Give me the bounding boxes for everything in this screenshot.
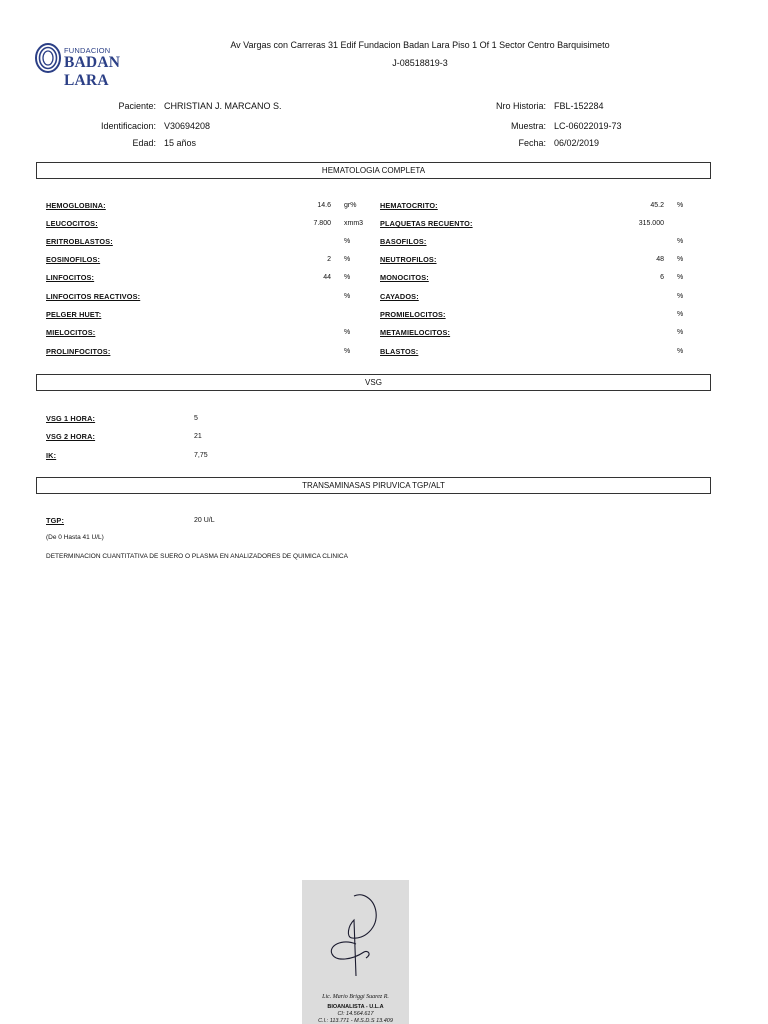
result-label: LINFOCITOS: <box>46 273 95 282</box>
result-unit: gr% <box>344 202 357 209</box>
result-unit: % <box>677 256 684 263</box>
result-unit: % <box>677 238 684 245</box>
tgp-reference: (De 0 Hasta 41 U/L) <box>46 534 104 541</box>
vsg-label: VSG 2 HORA: <box>46 432 96 441</box>
vsg-value: 5 <box>194 415 198 422</box>
result-value: 48 <box>656 256 664 263</box>
result-label: HEMOGLOBINA: <box>46 201 106 210</box>
address: Av Vargas con Carreras 31 Edif Fundacion Badan Lara Piso 1 Of 1 Sector Centro Barquisimeto <box>230 40 610 50</box>
result-label: METAMIELOCITOS: <box>380 328 451 337</box>
result-label: EOSINOFILOS: <box>46 255 101 264</box>
result-label: MONOCITOS: <box>380 273 429 282</box>
result-unit: % <box>677 274 684 281</box>
result-value: 45.2 <box>650 202 664 209</box>
result-value: 315.000 <box>638 220 664 227</box>
patient-id-label: Identificacion: <box>100 121 156 131</box>
result-label: PROLINFOCITOS: <box>46 347 111 356</box>
result-value: 44 <box>323 274 331 281</box>
result-unit: % <box>677 202 684 209</box>
vsg-value: 7,75 <box>194 452 208 459</box>
vsg-label: IK: <box>46 451 57 460</box>
signature-title: BIOANALISTA - U.L.A <box>327 1004 384 1010</box>
patient-name-label: Paciente: <box>118 101 156 111</box>
tgp-value: 20 U/L <box>194 517 215 524</box>
patient-age: 15 años <box>164 138 197 148</box>
result-value: 6 <box>660 274 664 281</box>
vsg-value: 21 <box>194 433 202 440</box>
patient-age-label: Edad: <box>132 138 156 148</box>
result-label: NEUTROFILOS: <box>380 255 437 264</box>
signature-reg: C.I.: 113.771 - M.S.D.S 13.409 <box>318 1018 393 1024</box>
signature-scribble-icon <box>302 880 409 990</box>
result-label: HEMATOCRITO: <box>380 201 438 210</box>
section-header-vsg: VSG <box>36 374 711 391</box>
signature-stamp <box>302 880 409 1024</box>
result-unit: % <box>344 329 351 336</box>
rif-number: J-08518819-3 <box>392 58 448 68</box>
result-value: 2 <box>327 256 331 263</box>
logo-name: BADAN LARA <box>64 54 121 89</box>
history-number: FBL-152284 <box>554 101 604 111</box>
result-label: PROMIELOCITOS: <box>380 310 446 319</box>
result-unit: xmm3 <box>344 220 364 227</box>
date-label: Fecha: <box>518 138 546 148</box>
result-unit: % <box>677 348 684 355</box>
result-label: MIELOCITOS: <box>46 328 96 337</box>
result-label: CAYADOS: <box>380 292 419 301</box>
result-label: LEUCOCITOS: <box>46 219 98 228</box>
logo-small-text: FUNDACION <box>64 46 111 55</box>
sample-number: LC-06022019-73 <box>554 121 622 131</box>
signature-name: Lic. Mario Briggi Suarez R. <box>322 994 389 1000</box>
result-unit: % <box>344 293 351 300</box>
section-header-hematologia: HEMATOLOGIA COMPLETA <box>36 162 711 179</box>
foundation-logo <box>34 42 164 89</box>
patient-name: CHRISTIAN J. MARCANO S. <box>164 101 282 111</box>
result-label: LINFOCITOS REACTIVOS: <box>46 292 141 301</box>
result-unit: % <box>344 274 351 281</box>
tgp-method: DETERMINACION CUANTITATIVA DE SUERO O PLASMA EN ANALIZADORES DE QUIMICA CLINICA <box>46 553 348 560</box>
result-unit: % <box>344 238 351 245</box>
signature-ci: CI: 14.564.617 <box>337 1011 374 1017</box>
result-unit: % <box>677 311 684 318</box>
report-date: 06/02/2019 <box>554 138 600 148</box>
result-unit: % <box>677 293 684 300</box>
result-label: BLASTOS: <box>380 347 419 356</box>
result-value: 14.6 <box>317 202 331 209</box>
result-label: BASOFILOS: <box>380 237 427 246</box>
result-label: PLAQUETAS RECUENTO: <box>380 219 473 228</box>
result-label: ERITROBLASTOS: <box>46 237 113 246</box>
patient-id: V30694208 <box>164 121 211 131</box>
result-unit: % <box>344 348 351 355</box>
result-unit: % <box>344 256 351 263</box>
vsg-label: VSG 1 HORA: <box>46 414 96 423</box>
result-value: 7.800 <box>313 220 331 227</box>
result-unit: % <box>677 329 684 336</box>
logo-rings-icon <box>34 42 62 74</box>
history-label: Nro Historia: <box>495 101 546 111</box>
result-label: PELGER HUET: <box>46 310 102 319</box>
tgp-label: TGP: <box>46 516 65 525</box>
section-header-tgp: TRANSAMINASAS PIRUVICA TGP/ALT <box>36 477 711 494</box>
sample-label: Muestra: <box>510 121 546 131</box>
